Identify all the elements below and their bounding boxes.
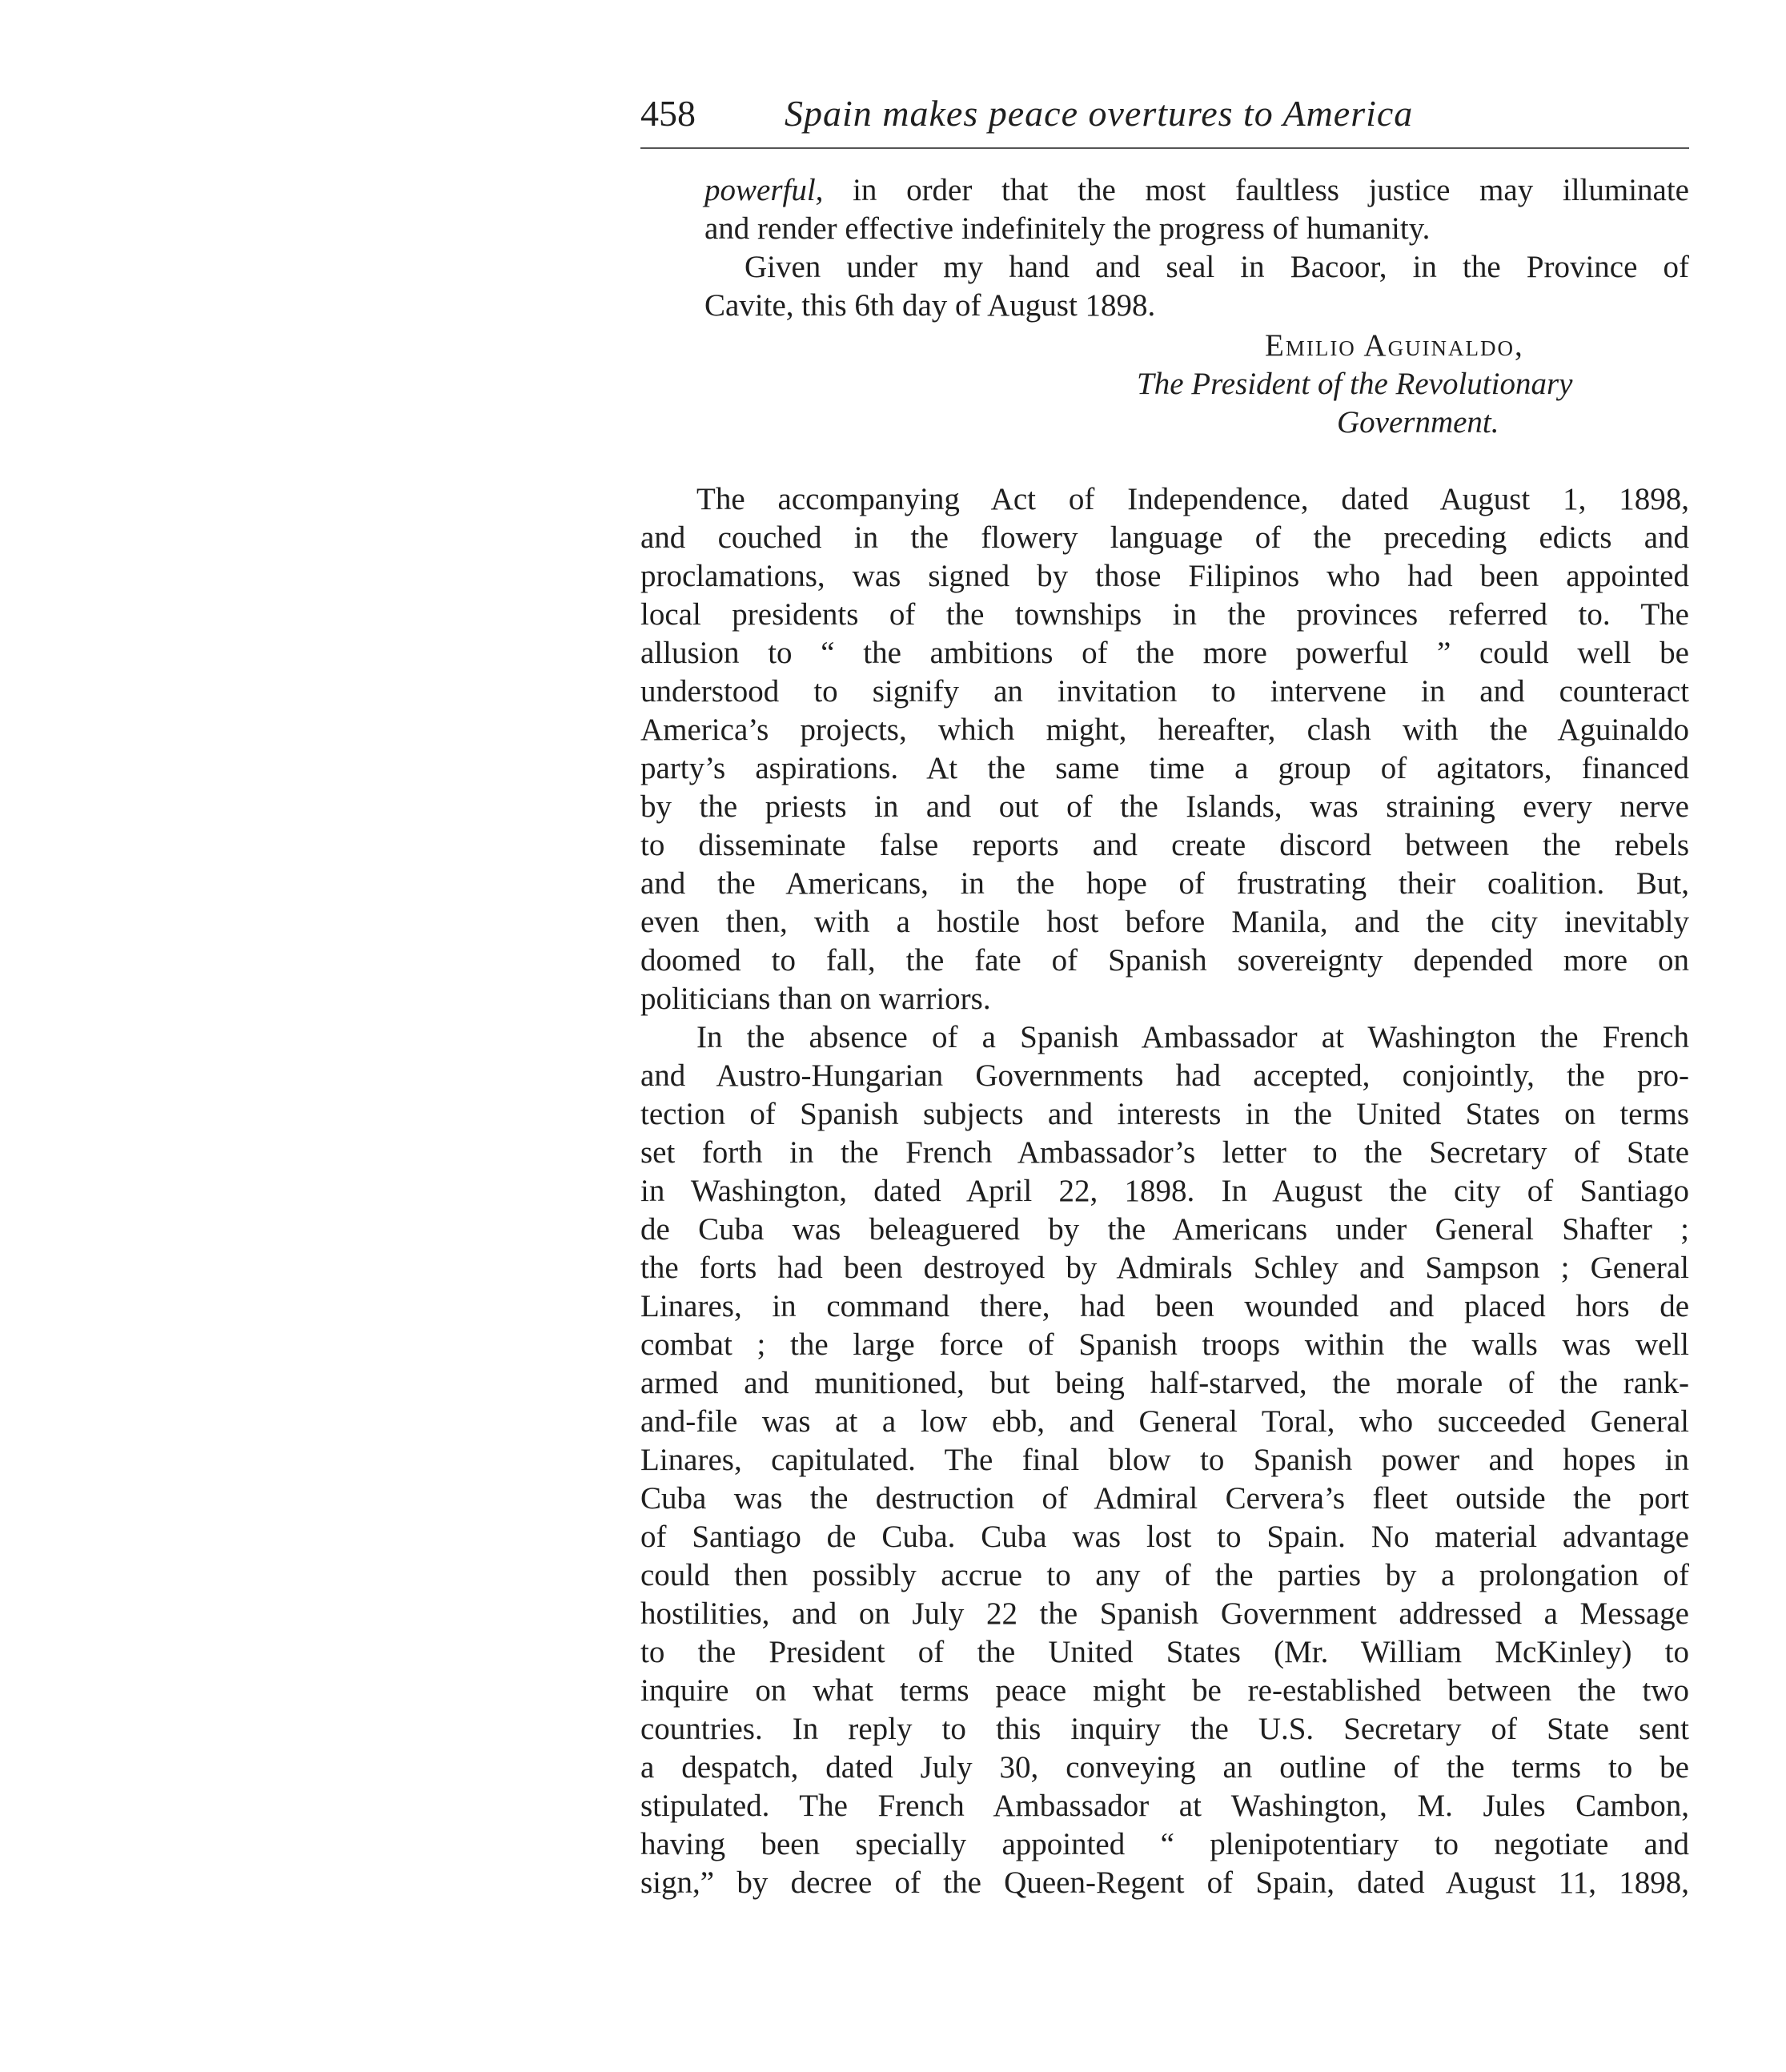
text-line: Linares, capitulated. The final blow to Spanish power and hopes in bbox=[640, 1443, 1689, 1477]
text-line: hostilities, and on July 22 the Spanish Government addressed a Message bbox=[640, 1596, 1689, 1631]
text-line: in Washington, dated April 22, 1898. In August the city of Santiago bbox=[640, 1174, 1689, 1208]
text-line: Linares, in command there, had been wounded and placed hors de bbox=[640, 1289, 1689, 1323]
signature-name: Emilio Aguinaldo, bbox=[1265, 328, 1524, 363]
text-line: to the President of the United States (Mr. William McKinley) to bbox=[640, 1635, 1689, 1669]
running-title: Spain makes peace overtures to America bbox=[785, 93, 1414, 134]
text-line: armed and munitioned, but being half-starved, the morale of the rank- bbox=[640, 1366, 1689, 1400]
text-line: doomed to fall, the fate of Spanish sovereignty depended more on bbox=[640, 943, 1689, 978]
text-line: of Santiago de Cuba. Cuba was lost to Spain. No material advantage bbox=[640, 1520, 1689, 1554]
text-line: set forth in the French Ambassador’s letter to the Secretary of State bbox=[640, 1135, 1689, 1170]
signature-title: Government. bbox=[1337, 405, 1499, 440]
text-line: sign,” by decree of the Queen-Regent of Spain, dated August 11, 1898, bbox=[640, 1865, 1689, 1900]
text-line: inquire on what terms peace might be re-established between the two bbox=[640, 1673, 1689, 1708]
text-line: having been specially appointed “ plenipotentiary to negotiate and bbox=[640, 1827, 1689, 1861]
text-line: understood to signify an invitation to intervene in and counteract bbox=[640, 674, 1689, 709]
text-line: de Cuba was beleaguered by the Americans under General Shafter ; bbox=[640, 1212, 1689, 1247]
proclamation-line: powerful, in order that the most faultless justice may illuminate bbox=[704, 173, 1689, 207]
text-line: even then, with a hostile host before Manila, and the city inevitably bbox=[640, 905, 1689, 939]
proclamation-ending bbox=[640, 171, 1689, 444]
text-line: and Austro-Hungarian Governments had accepted, conjointly, the pro- bbox=[640, 1058, 1689, 1093]
text-line: In the absence of a Spanish Ambassador at Washington the French bbox=[696, 1020, 1689, 1054]
text-line: could then possibly accrue to any of the parties by a prolongation of bbox=[640, 1558, 1689, 1592]
text-line: stipulated. The French Ambassador at Washington, M. Jules Cambon, bbox=[640, 1789, 1689, 1823]
main-text bbox=[640, 480, 1689, 1921]
text-line: a despatch, dated July 30, conveying an outline of the terms to be bbox=[640, 1750, 1689, 1785]
header-rule bbox=[640, 147, 1689, 149]
text-line: allusion to “ the ambitions of the more powerful ” could well be bbox=[640, 636, 1689, 670]
page-number: 458 bbox=[640, 93, 696, 134]
text-line: party’s aspirations. At the same time a group of agitators, financed bbox=[640, 751, 1689, 785]
text-line: combat ; the large force of Spanish troops within the walls was well bbox=[640, 1327, 1689, 1362]
text-line: to disseminate false reports and create discord between the rebels bbox=[640, 828, 1689, 862]
text-line: proclamations, was signed by those Filipinos who had been appointed bbox=[640, 559, 1689, 593]
text-line: and-file was at a low ebb, and General Toral, who succeeded General bbox=[640, 1404, 1689, 1439]
text-line: countries. In reply to this inquiry the U.S. Secretary of State sent bbox=[640, 1712, 1689, 1746]
text-line: and the Americans, in the hope of frustrating their coalition. But, bbox=[640, 866, 1689, 901]
text-line: America’s projects, which might, hereafter, clash with the Aguinaldo bbox=[640, 713, 1689, 747]
signature-title: The President of the Revolutionary bbox=[1137, 367, 1573, 401]
proclamation-line: and render effective indefinitely the progress of humanity. bbox=[704, 211, 1431, 246]
text-line: Cuba was the destruction of Admiral Cervera’s fleet outside the port bbox=[640, 1481, 1689, 1516]
running-head bbox=[640, 90, 1689, 138]
text-line: tection of Spanish subjects and interests in the United States on terms bbox=[640, 1097, 1689, 1131]
text-line: politicians than on warriors. bbox=[640, 982, 991, 1016]
text-line: and couched in the flowery language of the preceding edicts and bbox=[640, 520, 1689, 555]
proclamation-line: Cavite, this 6th day of August 1898. bbox=[704, 288, 1156, 323]
proclamation-line: Given under my hand and seal in Bacoor, in the Province of bbox=[745, 250, 1689, 284]
text-line: the forts had been destroyed by Admirals Schley and Sampson ; General bbox=[640, 1251, 1689, 1285]
text-line: local presidents of the townships in the provinces referred to. The bbox=[640, 597, 1689, 632]
text-line: by the priests in and out of the Islands, was straining every nerve bbox=[640, 789, 1689, 824]
text-line: The accompanying Act of Independence, dated August 1, 1898, bbox=[696, 482, 1689, 516]
